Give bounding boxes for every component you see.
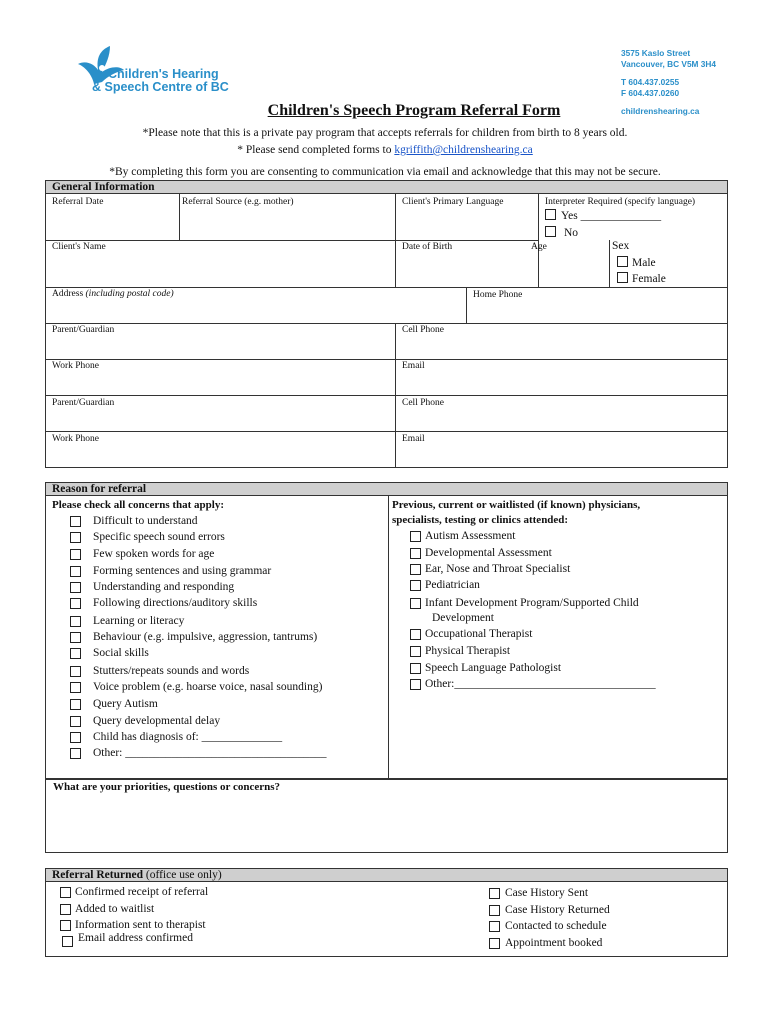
service-2-label: Ear, Nose and Throat Specialist (425, 563, 571, 575)
returned-right-0-label: Case History Sent (505, 887, 589, 899)
interpreter-no-label: No (564, 227, 579, 239)
col-divider (466, 287, 467, 323)
col-divider (538, 194, 539, 287)
row-divider (45, 395, 728, 396)
concern-1-label: Specific speech sound errors (93, 531, 225, 543)
concern-13-label: Child has diagnosis of: ______________ (93, 731, 283, 743)
concern-5-label: Following directions/auditory skills (93, 597, 258, 609)
interpreter-yes-checkbox[interactable] (545, 209, 556, 220)
returned-header (45, 868, 728, 882)
service-7-checkbox[interactable] (410, 663, 421, 674)
returned-right-2-checkbox[interactable] (489, 921, 500, 932)
org-phone: T 604.437.0255 (621, 77, 680, 87)
address-hint: (including postal code) (85, 289, 174, 299)
referral-source-label: Referral Source (e.g. mother) (182, 197, 294, 207)
concern-14-label: Other: ___________________________________ (93, 747, 327, 759)
email1-label: Email (402, 361, 425, 371)
col-divider (395, 323, 396, 468)
service-4-checkbox[interactable] (410, 598, 421, 609)
concerns-title: Please check all concerns that apply: (52, 499, 225, 511)
sex-female-checkbox[interactable] (617, 272, 628, 283)
returned-left-1-label: Added to waitlist (75, 903, 155, 915)
service-8-label: Other:___________________________________ (425, 678, 656, 690)
returned-right-1-label: Case History Returned (505, 904, 610, 916)
service-5-label: Occupational Therapist (425, 628, 533, 640)
returned-right-3-label: Appointment booked (505, 937, 603, 949)
concern-12-checkbox[interactable] (70, 716, 81, 727)
org-address-line1: 3575 Kaslo Street (621, 48, 691, 58)
email2-label: Email (402, 434, 425, 444)
sex-male-label: Male (632, 257, 656, 269)
concern-12-label: Query developmental delay (93, 715, 221, 727)
concern-6-label: Learning or literacy (93, 615, 185, 627)
org-website[interactable]: childrenshearing.ca (621, 106, 700, 116)
returned-left-2-label: Information sent to therapist (75, 919, 206, 931)
concern-10-checkbox[interactable] (70, 682, 81, 693)
concern-0-label: Difficult to understand (93, 515, 198, 527)
returned-left-2-checkbox[interactable] (60, 920, 71, 931)
form-title: Children's Speech Program Referral Form (267, 102, 561, 119)
org-name-line1: Children's Hearing (108, 67, 219, 81)
note-send-forms (0, 144, 770, 156)
general-info-section (45, 180, 728, 468)
address-label-text: Address (52, 289, 86, 299)
returned-left-0-checkbox[interactable] (60, 887, 71, 898)
priorities-label: What are your priorities, questions or concerns? (53, 781, 281, 793)
concern-13-checkbox[interactable] (70, 732, 81, 743)
concern-10-label: Voice problem (e.g. hoarse voice, nasal sounding) (93, 681, 323, 693)
reason-header: Reason for referral (45, 482, 728, 496)
dob-label: Date of Birth (402, 242, 453, 252)
org-fax: F 604.437.0260 (621, 87, 680, 98)
service-0-label: Autism Assessment (425, 530, 516, 542)
work2-label: Work Phone (52, 434, 99, 444)
service-0-checkbox[interactable] (410, 531, 421, 542)
work1-label: Work Phone (52, 361, 99, 371)
service-6-label: Physical Therapist (425, 645, 511, 657)
cell2-label: Cell Phone (402, 398, 444, 408)
col-divider (179, 194, 180, 240)
concern-2-label: Few spoken words for age (93, 548, 215, 560)
service-2-checkbox[interactable] (410, 564, 421, 575)
service-3-label: Pediatrician (425, 579, 480, 591)
concern-6-checkbox[interactable] (70, 616, 81, 627)
service-6-checkbox[interactable] (410, 646, 421, 657)
service-5-checkbox[interactable] (410, 629, 421, 640)
returned-left-3-label: Email address confirmed (78, 932, 193, 944)
returned-left-0-label: Confirmed receipt of referral (75, 886, 209, 898)
note-private-pay: *Please note that this is a private pay program that accepts referrals for children from birth to 8 years old. (142, 127, 628, 139)
concern-9-label: Stutters/repeats sounds and words (93, 665, 250, 677)
sex-label: Sex (612, 240, 630, 252)
service-8-checkbox[interactable] (410, 679, 421, 690)
service-1-checkbox[interactable] (410, 548, 421, 559)
concern-8-label: Social skills (93, 647, 149, 659)
col-divider (609, 240, 610, 287)
home-phone-label: Home Phone (473, 290, 523, 300)
concern-3-checkbox[interactable] (70, 566, 81, 577)
row-divider (45, 431, 728, 432)
service-7-label: Speech Language Pathologist (425, 662, 562, 674)
concern-9-checkbox[interactable] (70, 666, 81, 677)
cell1-label: Cell Phone (402, 325, 444, 335)
concern-14-checkbox[interactable] (70, 748, 81, 759)
sex-female-label: Female (632, 273, 666, 285)
row-divider (45, 240, 538, 241)
age-label: Age (531, 242, 547, 252)
returned-left-1-checkbox[interactable] (60, 904, 71, 915)
concern-1-checkbox[interactable] (70, 532, 81, 543)
service-4-label: Infant Development Program/Supported Child (425, 597, 639, 609)
client-name-label: Client's Name (52, 242, 106, 252)
note-consent: *By completing this form you are consenting to communication via email and acknowledge that this may not be secure. (109, 166, 661, 178)
returned-right-2-label: Contacted to schedule (505, 920, 607, 932)
concern-7-checkbox[interactable] (70, 632, 81, 643)
org-name-line2: & Speech Centre of BC (92, 80, 229, 94)
referral-date-label: Referral Date (52, 197, 104, 207)
concern-11-checkbox[interactable] (70, 699, 81, 710)
interpreter-yes-label: Yes ______________ (561, 210, 662, 222)
returned-left-3-checkbox[interactable] (62, 936, 73, 947)
row-divider (45, 359, 728, 360)
service-continuation: Development (432, 612, 494, 624)
services-title-line1: Previous, current or waitlisted (if known) physicians, (392, 499, 641, 511)
concern-7-label: Behaviour (e.g. impulsive, aggression, tantrums) (93, 631, 318, 643)
concern-4-label: Understanding and responding (93, 581, 235, 593)
concern-3-label: Forming sentences and using grammar (93, 565, 272, 577)
interpreter-label: Interpreter Required (specify language) (545, 197, 696, 207)
col-divider (395, 194, 396, 287)
row-divider (45, 323, 728, 324)
interpreter-no-checkbox[interactable] (545, 226, 556, 237)
concern-5-checkbox[interactable] (70, 598, 81, 609)
concern-8-checkbox[interactable] (70, 648, 81, 659)
returned-header-title: Referral Returned (52, 869, 144, 881)
service-1-label: Developmental Assessment (425, 547, 552, 559)
concern-4-checkbox[interactable] (70, 582, 81, 593)
address-label (52, 289, 174, 299)
col-divider (388, 496, 389, 779)
services-title-line2: specialists, testing or clinics attended: (392, 514, 569, 526)
returned-header-note: (office use only) (143, 869, 222, 881)
concern-0-checkbox[interactable] (70, 516, 81, 527)
parent2-label: Parent/Guardian (52, 398, 115, 408)
org-address-line2: Vancouver, BC V5M 3H4 (621, 58, 716, 69)
note-send-prefix: * Please send completed forms to (237, 144, 395, 156)
concern-11-label: Query Autism (93, 698, 158, 710)
row-divider (45, 287, 728, 288)
service-3-checkbox[interactable] (410, 580, 421, 591)
general-info-header: General Information (45, 180, 728, 194)
primary-language-label: Client's Primary Language (402, 197, 504, 207)
sex-male-checkbox[interactable] (617, 256, 628, 267)
parent1-label: Parent/Guardian (52, 325, 115, 335)
concern-2-checkbox[interactable] (70, 549, 81, 560)
returned-right-3-checkbox[interactable] (489, 938, 500, 949)
email-link[interactable]: kgriffith@childrenshearing.ca (394, 144, 533, 156)
returned-right-1-checkbox[interactable] (489, 905, 500, 916)
returned-right-0-checkbox[interactable] (489, 888, 500, 899)
org-logo-text (92, 67, 229, 94)
